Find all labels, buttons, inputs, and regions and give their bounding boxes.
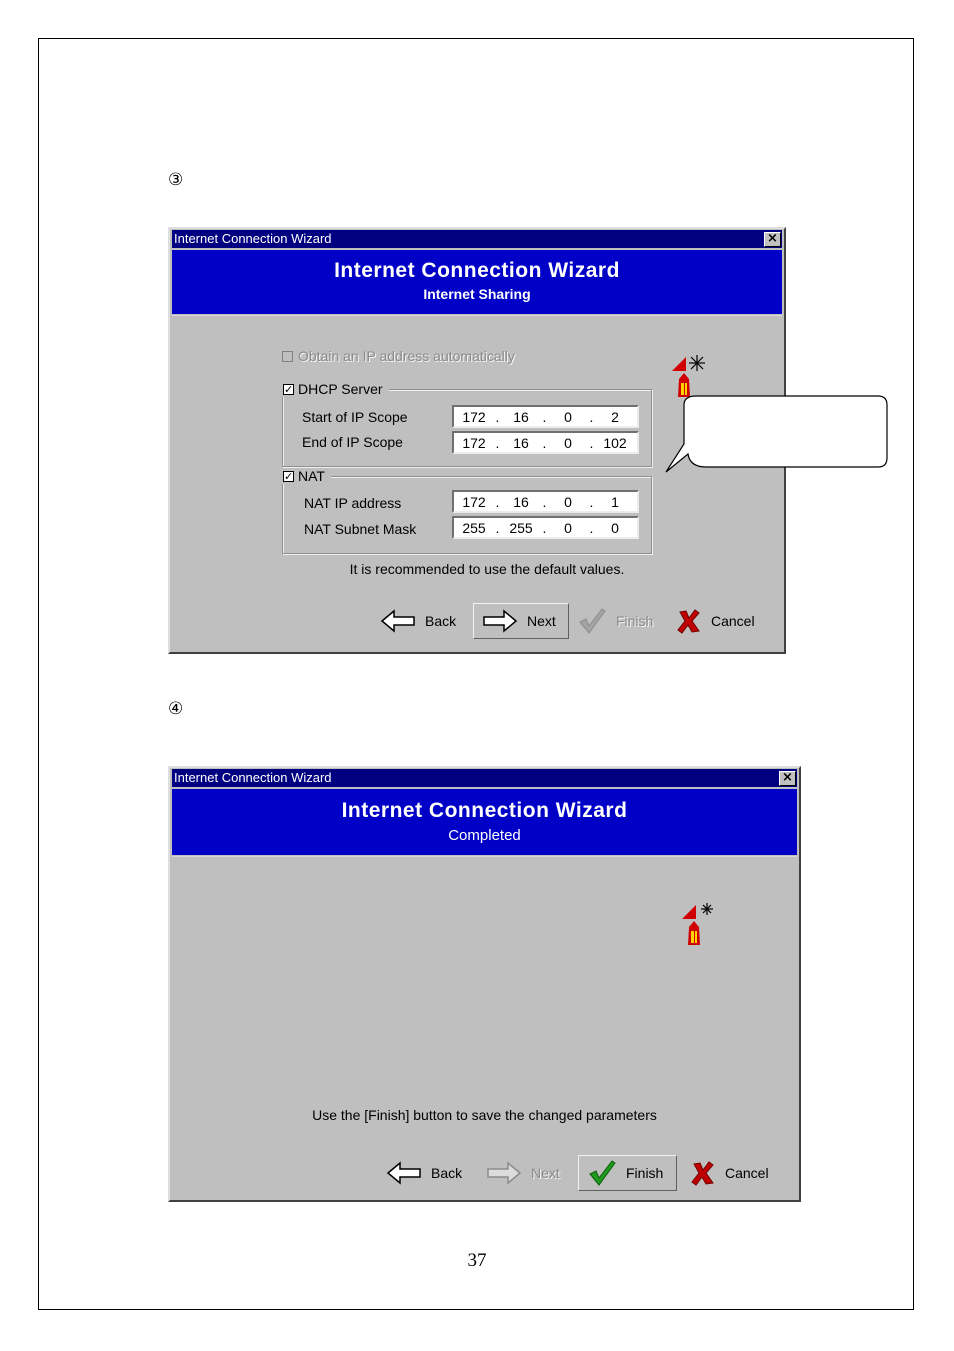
finish-button[interactable]: Finish bbox=[569, 603, 661, 639]
right-arrow-icon bbox=[486, 1161, 522, 1185]
finish-instruction: Use the [Finish] button to save the changed parameters bbox=[312, 1107, 657, 1123]
dhcp-checkbox[interactable]: ✓ bbox=[284, 382, 294, 396]
obtain-auto-checkbox[interactable] bbox=[282, 351, 293, 362]
next-button[interactable]: Next bbox=[478, 1155, 568, 1191]
right-arrow-icon bbox=[482, 609, 518, 633]
cancel-button[interactable]: Cancel bbox=[668, 603, 763, 639]
back-button[interactable]: Back bbox=[372, 603, 464, 639]
recommendation-note: It is recommended to use the default values. bbox=[349, 561, 625, 577]
step-3-marker: ③ bbox=[168, 170, 184, 190]
wizard-header bbox=[172, 250, 782, 314]
header-title: Internet Connection Wizard bbox=[334, 259, 620, 282]
obtain-auto-label: Obtain an IP address automatically bbox=[298, 348, 515, 364]
end-ip-field[interactable]: 172 . 16 . 0 . 102 bbox=[452, 431, 639, 454]
start-ip-label: Start of IP Scope bbox=[302, 409, 408, 425]
back-button[interactable]: Back bbox=[378, 1155, 470, 1191]
wizard-body bbox=[172, 856, 797, 1198]
wizard-body bbox=[172, 315, 782, 650]
cancel-button[interactable]: Cancel bbox=[682, 1155, 777, 1191]
header-title: Internet Connection Wizard bbox=[341, 799, 628, 822]
lighthouse-icon bbox=[680, 901, 720, 947]
window-title: Internet Connection Wizard bbox=[174, 231, 332, 246]
nat-checkbox[interactable]: ✓ bbox=[284, 469, 294, 483]
callout-bubble bbox=[660, 392, 892, 476]
dhcp-label: DHCP Server bbox=[298, 381, 383, 397]
header-subtitle: Internet Sharing bbox=[423, 286, 531, 302]
nat-ip-field[interactable]: 172 . 16 . 0 . 1 bbox=[452, 490, 639, 513]
close-icon[interactable]: × bbox=[779, 771, 796, 786]
red-x-icon bbox=[676, 608, 702, 634]
close-icon[interactable]: × bbox=[764, 232, 781, 247]
window-title: Internet Connection Wizard bbox=[174, 770, 332, 785]
red-x-icon bbox=[690, 1160, 716, 1186]
title-bar[interactable] bbox=[172, 769, 797, 787]
left-arrow-icon bbox=[386, 1161, 422, 1185]
start-ip-field[interactable]: 172 . 16 . 0 . 2 bbox=[452, 405, 639, 428]
dhcp-group bbox=[282, 381, 652, 467]
wizard-window-completed bbox=[168, 766, 801, 1202]
end-ip-label: End of IP Scope bbox=[302, 434, 403, 450]
title-bar[interactable] bbox=[172, 230, 782, 248]
nat-label: NAT bbox=[298, 468, 325, 484]
nat-mask-label: NAT Subnet Mask bbox=[304, 521, 417, 537]
header-subtitle: Completed bbox=[448, 827, 521, 844]
nat-group bbox=[282, 468, 652, 554]
next-button[interactable]: Next bbox=[473, 603, 569, 639]
finish-button[interactable]: Finish bbox=[578, 1155, 677, 1191]
left-arrow-icon bbox=[380, 609, 416, 633]
checkmark-icon bbox=[587, 1159, 617, 1187]
nat-mask-field[interactable]: 255 . 255 . 0 . 0 bbox=[452, 516, 639, 539]
page-number: 37 bbox=[467, 1250, 487, 1271]
wizard-header bbox=[172, 789, 797, 855]
nat-ip-label: NAT IP address bbox=[304, 495, 402, 511]
step-4-marker: ④ bbox=[168, 699, 184, 719]
checkmark-icon bbox=[577, 607, 607, 635]
